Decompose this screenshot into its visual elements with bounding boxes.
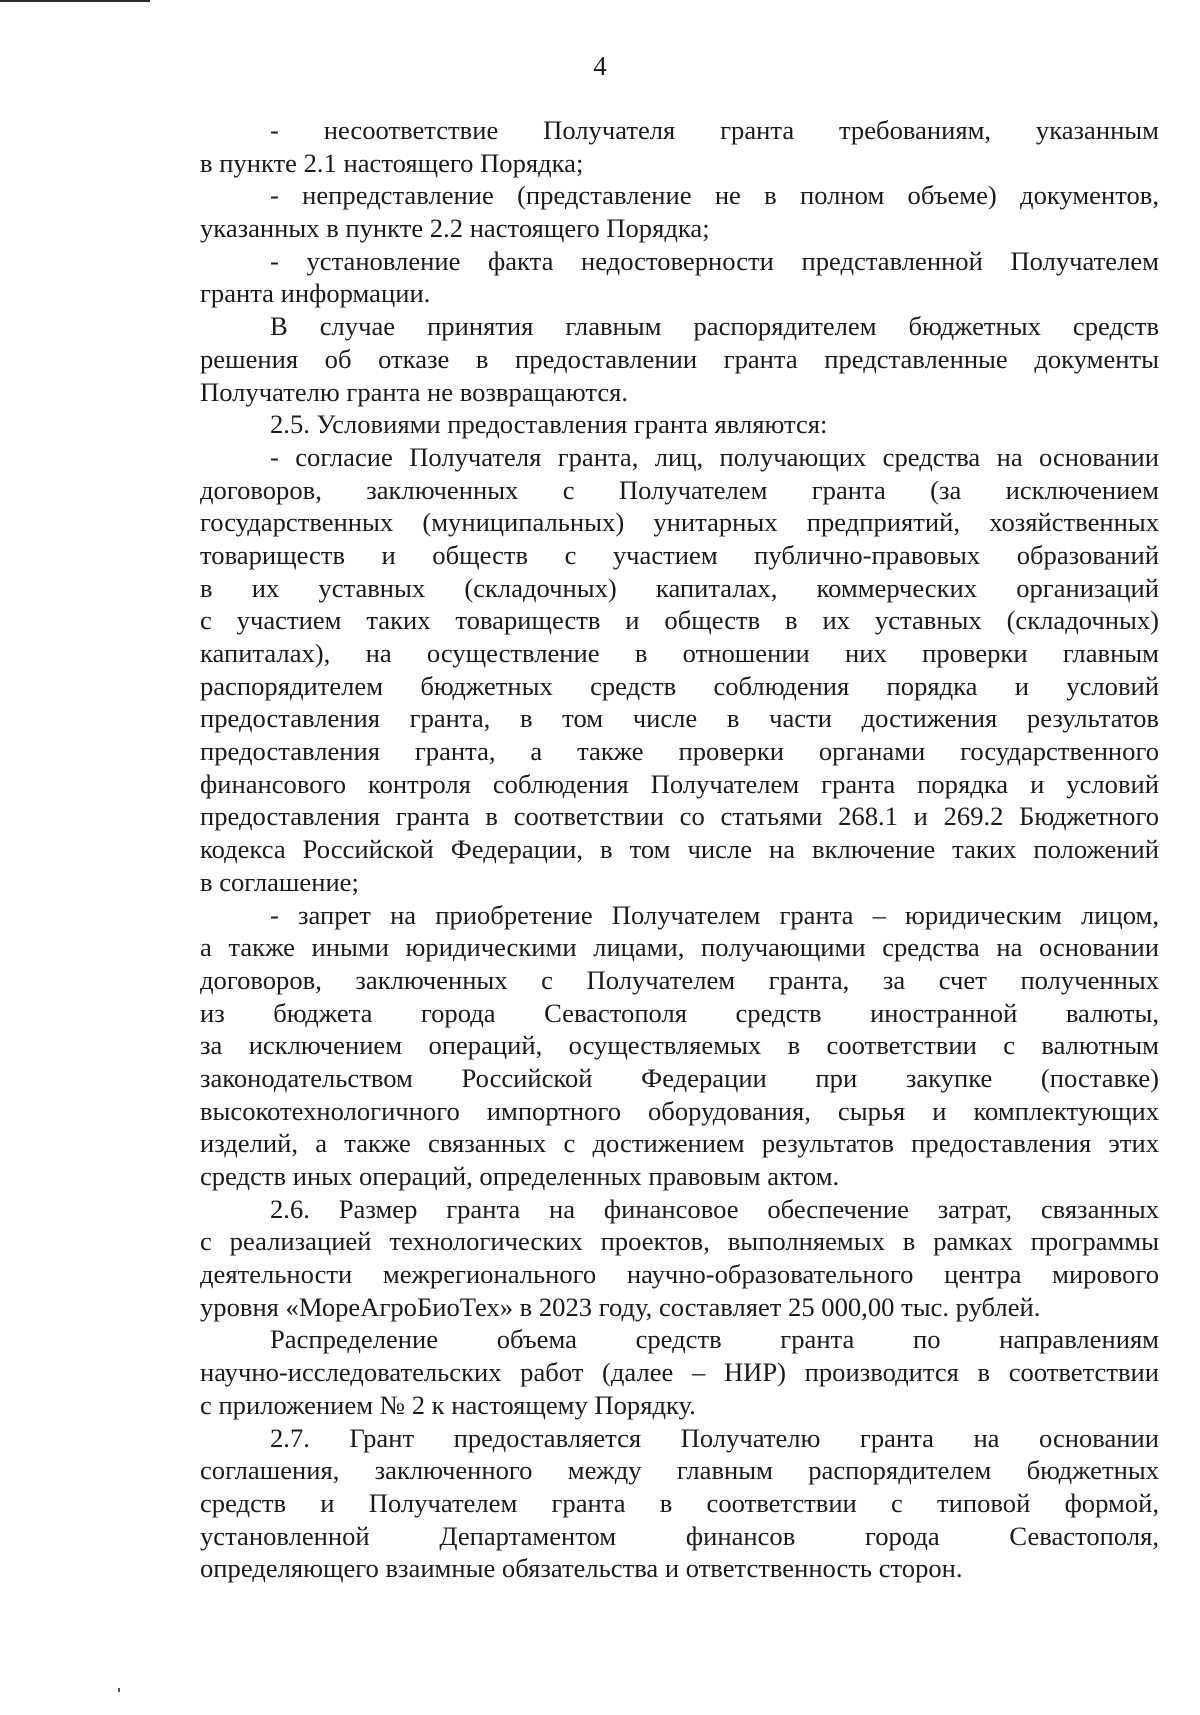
text-line: научно-исследовательских работ (далее – НИР) производится в соответствии — [200, 1357, 1159, 1388]
text-line: из бюджета города Севастополя средств иностранной валюты, — [200, 997, 1159, 1028]
text-line: с приложением № 2 к настоящему Порядку. — [200, 1389, 696, 1420]
text-line: договоров, заключенных с Получателем гранта, за счет полученных — [200, 964, 1159, 995]
text-line: товариществ и обществ с участием публично-правовых образований — [200, 539, 1159, 570]
text-line: - установление факта недостоверности представленной Получателем — [270, 245, 1159, 276]
text-line: В случае принятия главным распорядителем бюджетных средств — [270, 311, 1159, 342]
text-line: а также иными юридическими лицами, получающими средства на основании — [200, 932, 1159, 963]
text-line: капиталах), на осуществление в отношении них проверки главным — [200, 638, 1159, 668]
text-line: законодательством Российской Федерации при закупке (поставке) — [200, 1062, 1159, 1093]
text-line: с реализацией технологических проектов, выполняемых в рамках программы — [200, 1226, 1159, 1257]
text-line: решения об отказе в предоставлении гранта представленные документы — [200, 343, 1159, 374]
text-line: - несоответствие Получателя гранта требованиям, указанным — [270, 115, 1159, 145]
text-line: изделий, а также связанных с достижением результатов предоставления этих — [200, 1128, 1159, 1159]
text-line: - согласие Получателя гранта, лиц, получающих средства на основании — [270, 441, 1159, 472]
page-number: 4 — [593, 51, 607, 81]
text-line: финансового контроля соблюдения Получателем гранта порядка и условий — [200, 768, 1159, 799]
scan-edge-mark — [0, 0, 150, 2]
text-line: установленной Департаментом финансов города Севастополя, — [200, 1520, 1159, 1551]
text-line: в соглашение; — [200, 866, 359, 897]
text-line: с участием таких товариществ и обществ в их уставных (складочных) — [200, 605, 1159, 636]
text-line: государственных (муниципальных) унитарных предприятий, хозяйственных — [200, 507, 1159, 538]
text-line: Получателю гранта не возвращаются. — [200, 376, 629, 407]
scan-speck — [118, 1688, 120, 1692]
text-line: средств иных операций, определенных правовым актом. — [200, 1161, 840, 1191]
text-line: уровня «МореАгроБиоТех» в 2023 году, составляет 25 000,00 тыс. рублей. — [200, 1291, 1041, 1322]
text-line: за исключением операций, осуществляемых в соответствии с валютным — [200, 1030, 1159, 1061]
text-line: в пункте 2.1 настоящего Порядка; — [200, 147, 584, 178]
text-line: средств и Получателем гранта в соответствии с типовой формой, — [200, 1487, 1159, 1518]
text-line: соглашения, заключенного между главным распорядителем бюджетных — [200, 1455, 1159, 1486]
text-line: 2.6. Размер гранта на финансовое обеспечение затрат, связанных — [270, 1193, 1159, 1224]
text-line: кодекса Российской Федерации, в том числе на включение таких положений — [200, 834, 1159, 865]
text-line: в их уставных (складочных) капиталах, коммерческих организаций — [200, 572, 1159, 603]
text-line: - непредставление (представление не в полном объеме) документов, — [270, 180, 1159, 211]
text-line: договоров, заключенных с Получателем гранта (за исключением — [200, 474, 1159, 505]
text-line: 2.5. Условиями предоставления гранта являются: — [270, 409, 828, 440]
text-line: Распределение объема средств гранта по направлениям — [270, 1324, 1159, 1355]
text-line: предоставления гранта, а также проверки органами государственного — [200, 736, 1159, 767]
text-line: высокотехнологичного импортного оборудования, сырья и комплектующих — [200, 1095, 1159, 1126]
text-line: 2.7. Грант предоставляется Получателю гранта на основании — [270, 1422, 1159, 1453]
document-body — [200, 114, 1159, 1585]
text-line: - запрет на приобретение Получателем гранта – юридическим лицом, — [270, 899, 1159, 930]
text-line: определяющего взаимные обязательства и ответственность сторон. — [200, 1553, 963, 1584]
text-line: гранта информации. — [200, 278, 431, 309]
text-line: деятельности межрегионального научно-образовательного центра мирового — [200, 1259, 1159, 1290]
text-line: распорядителем бюджетных средств соблюдения порядка и условий — [200, 670, 1159, 701]
text-line: предоставления гранта в соответствии со статьями 268.1 и 269.2 Бюджетного — [200, 801, 1159, 832]
text-line: предоставления гранта, в том числе в части достижения результатов — [200, 703, 1159, 734]
text-line: указанных в пункте 2.2 настоящего Порядка; — [200, 213, 710, 244]
